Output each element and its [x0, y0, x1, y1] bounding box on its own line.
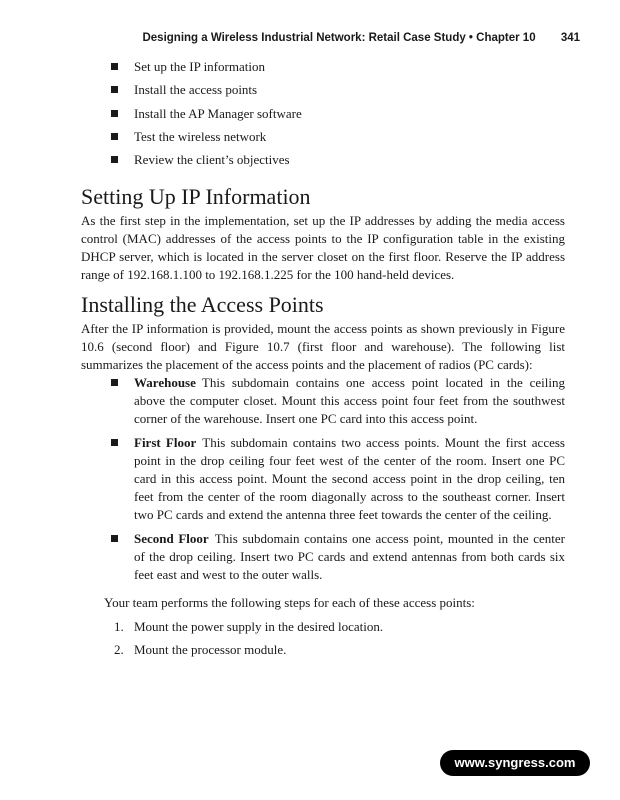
list-item-warehouse — [81, 374, 565, 428]
page-number: 341 — [560, 32, 580, 44]
list-item: Set up the IP information — [81, 58, 565, 81]
term-label: First Floor — [134, 435, 197, 451]
term-label: Warehouse — [134, 375, 196, 391]
steps-intro: Your team performs the following steps for each of these access points: — [104, 595, 475, 611]
term-label: Second Floor — [134, 531, 209, 547]
square-bullet-icon — [111, 63, 118, 70]
section-heading-access-points: Installing the Access Points — [81, 292, 324, 318]
section-heading-ip: Setting Up IP Information — [81, 184, 311, 210]
implementation-steps-list — [81, 58, 565, 174]
square-bullet-icon — [111, 156, 118, 163]
placement-list — [81, 374, 565, 584]
square-bullet-icon — [111, 86, 118, 93]
access-points-paragraph: After the IP information is provided, mount the access points as shown previously in Figure 10.6 (second floor) and Figure 10.7 (first floor and warehouse). The following list summarizes the placement of the access points and the placement of radios (PC cards): — [81, 321, 565, 373]
square-bullet-icon — [111, 133, 118, 140]
term-description: This subdomain contains one access point located in the ceiling above the computer closet. Mount this access point four feet from the southwest corner of the warehouse. Insert one PC card into this access point. — [134, 375, 565, 427]
list-item: Install the AP Manager software — [81, 105, 565, 128]
list-item-second-floor — [81, 530, 565, 584]
list-item: Install the access points — [81, 81, 565, 104]
square-bullet-icon — [111, 535, 118, 542]
running-title: Designing a Wireless Industrial Network: Retail Case Study • Chapter 10 — [142, 32, 536, 44]
list-item: Review the client’s objectives — [81, 151, 565, 174]
list-item: 2. Mount the processor module. — [114, 642, 287, 658]
term-description: This subdomain contains two access points. Mount the first access point in the drop ceiling four feet west of the center of the room. Insert one PC card in this access point. Mount the second access point in the drop ceiling, ten feet from the center of the room diagonally across to the southeast corner. Insert two PC cards and extend the antenna three feet towards the center of the ceiling. — [134, 435, 565, 523]
list-item: 1. Mount the power supply in the desired location. — [114, 619, 384, 635]
list-item: Test the wireless network — [81, 128, 565, 151]
steps-list — [81, 618, 565, 664]
list-item-first-floor — [81, 434, 565, 524]
square-bullet-icon — [111, 379, 118, 386]
running-head — [142, 32, 580, 44]
ip-paragraph: As the first step in the implementation, set up the IP addresses by adding the media access control (MAC) addresses of the access points to the IP configuration table in the existing DHCP server, which is located in the server closet on the first floor. Reserve the IP address range of 192.168.1.100 to 192.168.1.225 for the 100 hand-held devices. — [81, 213, 565, 283]
square-bullet-icon — [111, 110, 118, 117]
term-description: This subdomain contains one access point, mounted in the center of the drop ceiling. Insert two PC cards and extend antennas from both cards six feet east and west to the outer walls. — [134, 531, 565, 583]
website-badge: www.syngress.com — [440, 750, 590, 776]
page-body — [81, 58, 565, 664]
square-bullet-icon — [111, 439, 118, 446]
